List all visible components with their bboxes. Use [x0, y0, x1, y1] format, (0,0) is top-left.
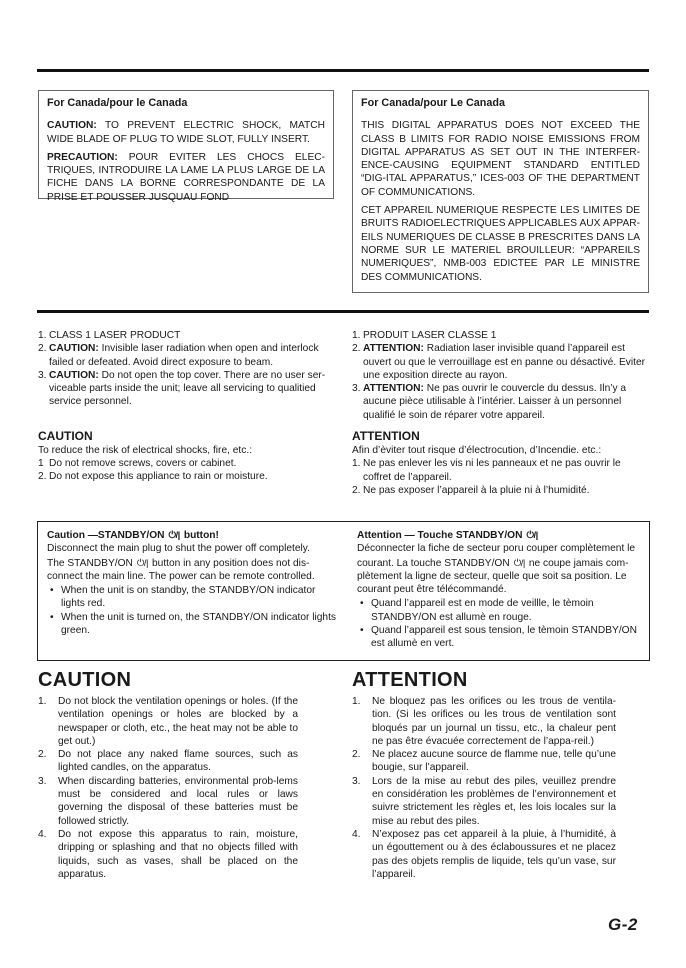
laser-list — [38, 329, 334, 409]
caution-heading: CAUTION — [38, 669, 132, 691]
list-item: 1. Ne bloquez pas les orifices ou les trous de ventila-tion. (Si les orifices ou les trous de ventilation sont bloqués par un journal un tissu, etc., la chaleur pent ne pas être évacuée correctement de l’appa-reil.) — [352, 696, 616, 747]
canada-box-title: For Canada/pour le Canada — [47, 97, 188, 109]
laser-list — [352, 329, 650, 422]
caution-list — [38, 695, 298, 881]
list-item: • When the unit is turned on, the STANDBY/ON indicator lights green. — [47, 611, 337, 638]
nmb-statement: CET APPAREIL NUMERIQUE RESPECTE LES LIMITES DE BRUITS RADIOELECTRIQUES APPLICABLES AUX APPAR-EILS NUMERIQUES DE CLASSE B PRESCRITES DANS LA NORME SUR LE MATERIEL BROUILLEUR: “APPAREILS NUMERIQUES”, NMB-003 EDICTEE PAR LE MINISTRE DES COMMUNICATIONS. — [361, 205, 640, 283]
risk-intro: To reduce the risk of electrical shocks, fire, etc.: — [38, 444, 253, 456]
canada-box-title: For Canada/pour Le Canada — [361, 97, 505, 109]
standby-bullets — [47, 584, 337, 637]
plug-precaution: PRECAUTION: POUR EVITER LES CHOCS ELEC-TRIQUES, INTRODUIRE LA LAME LA PLUS LARGE DE LA FICHE DANS LA BORNE CORRESPONDANTE DE LA PRISE ET POUSSER JUSQUAU FOND — [47, 151, 325, 203]
list-item: • When the unit is on standby, the STANDBY/ON indicator lights red. — [47, 584, 337, 611]
list-item: • Quand l’appareil est en mode de veillle, le tèmoin STANDBY/ON est allumè en rouge. — [357, 597, 645, 624]
section-divider — [37, 310, 649, 313]
standby-notice-box — [37, 521, 650, 661]
standby-heading: Caution —STANDBY/ON ⏻/| button! — [47, 530, 219, 541]
ices-statement: THIS DIGITAL APPARATUS DOES NOT EXCEED THE CLASS B LIMITS FOR RADIO NOISE EMISSIONS FROM DIGITAL APPARATUS AS SET OUT IN THE INTERFER-ENCE-CAUSING EQUIPMENT STANDARD ENTITLED “DIG-ITAL APPARATUS,” ICES-003 OF THE DEPARTMENT OF COMMUNICATIONS. — [361, 120, 640, 198]
caution-section-fr — [352, 669, 616, 881]
standby-power-icon: ⏻/| — [136, 557, 148, 569]
list-item: 2. Ne placez aucune source de flamme nue, telle qu’une bougie, sur l’appareil. — [352, 749, 616, 774]
canada-notice-box-en — [38, 90, 334, 203]
standby-bullets — [357, 597, 645, 650]
laser-section-fr — [352, 329, 650, 497]
list-item: 3. Lors de la mise au rebut des piles, veuillez prendre en considération les problèmes de l’environnement et suivre strictement les règles et, les lois locales sur la mise au rebut des piles. — [352, 775, 616, 827]
list-item: 1. Ne pas enlever les vis ni les panneaux et ne pas ouvrir le coffret de l’appareil. — [352, 458, 621, 483]
standby-power-icon: ⏻/| — [526, 530, 538, 541]
list-item: 2. Do not place any naked flame sources, such as lighted candles, on the apparatus. — [38, 749, 298, 774]
section-heading: ATTENTION — [352, 429, 420, 444]
risk-list — [352, 457, 650, 497]
section-heading: CAUTION — [38, 428, 93, 443]
list-item: 2. Do not expose this appliance to rain or moisture. — [38, 471, 268, 483]
caution-list — [352, 695, 616, 881]
list-item: 3. CAUTION: Do not open the top cover. There are no user ser-viceable parts inside the unit; leave all servicing to qualitied service personnel. — [38, 369, 326, 408]
list-item: 3. ATTENTION: Ne pas ouvrir le couvercle du dessus. Iln’y a aucune pièce utilisable à l’intérier. Laisser à un personnel qualifié le soin de réparer votre appareil. — [352, 383, 627, 421]
standby-line: Déconnecter la fiche de secteur poru couper complètement le — [357, 543, 636, 555]
caution-section-en — [38, 669, 298, 881]
standby-notice-en — [47, 529, 337, 637]
list-item: 2. CAUTION: Invisible laser radiation when open and interlock failed or defeated. Avoid direct exposure to beam. — [38, 343, 319, 368]
list-item: 2. Ne pas exposer l’appareil à la pluie ni à l’humidité. — [352, 484, 590, 496]
page-number: G-2 — [608, 915, 638, 934]
list-item: • Quand l’appareil est sous tension, le tèmoin STANDBY/ON est allumè en vert. — [357, 624, 645, 651]
list-item: 1. CLASS 1 LASER PRODUCT — [38, 330, 181, 341]
standby-line: The STANDBY/ON ⏻/| button in any position does not dis-connect the main line. The power can be remote controlled. — [47, 557, 315, 582]
standby-line: courant. La touche STANDBY/ON ⏻/| ne coupe jamais com-plètement la ligne de secteur, quelle que soit sa position. Le courant peut être télécommandé. — [357, 557, 629, 596]
standby-line: Disconnect the main plug to shut the power off completely. — [47, 543, 310, 555]
standby-notice-fr — [357, 529, 645, 651]
list-item: 2. ATTENTION: Radiation laser invisible quand l’appareil est ouvert ou que le verrouillage est en panne ou désactivé. Eviter une exposition directe au rayon. — [352, 343, 646, 381]
list-item: 3. When discarding batteries, environmental prob-lems must be considered and local rules or laws governing the disposal of these batteries must be followed strictly. — [38, 775, 298, 827]
standby-power-icon: ⏻/| — [513, 557, 525, 569]
laser-section-en — [38, 329, 334, 484]
risk-list — [38, 457, 334, 484]
risk-intro: Afin d’èviter tout risque d’électrocution, d’Incendie. etc.: — [352, 445, 602, 457]
standby-heading: Attention — Touche STANDBY/ON ⏻/| — [357, 530, 538, 541]
plug-caution: CAUTION: TO PREVENT ELECTRIC SHOCK, MATCH WIDE BLADE OF PLUG TO WIDE SLOT, FULLY INSERT. — [47, 120, 325, 145]
list-item: 1 Do not remove screws, covers or cabinet. — [38, 458, 237, 470]
list-item: 1. PRODUIT LASER CLASSE 1 — [352, 330, 497, 341]
caution-heading: ATTENTION — [352, 669, 468, 691]
list-item: 4. Do not expose this apparatus to rain, moisture, dripping or splashing and that no objects filled with liquids, such as vases, shall be placed on the apparatus. — [38, 828, 298, 880]
list-item: 4. N’exposez pas cet appareil à la pluie, à l’humidité, à un égouttement ou à des éclaboussures et ne placez pas des objets remplis de liquide, tels qu’un vase, sur l’appareil. — [352, 828, 616, 880]
top-divider — [37, 69, 649, 72]
canada-notice-box-fr — [352, 90, 649, 293]
standby-power-icon: ⏻/| — [168, 530, 180, 541]
list-item: 1. Do not block the ventilation openings or holes. (If the ventilation openings or holes are blocked by a newspaper or cloth, etc., the heat may not be able to get out.) — [38, 696, 298, 747]
